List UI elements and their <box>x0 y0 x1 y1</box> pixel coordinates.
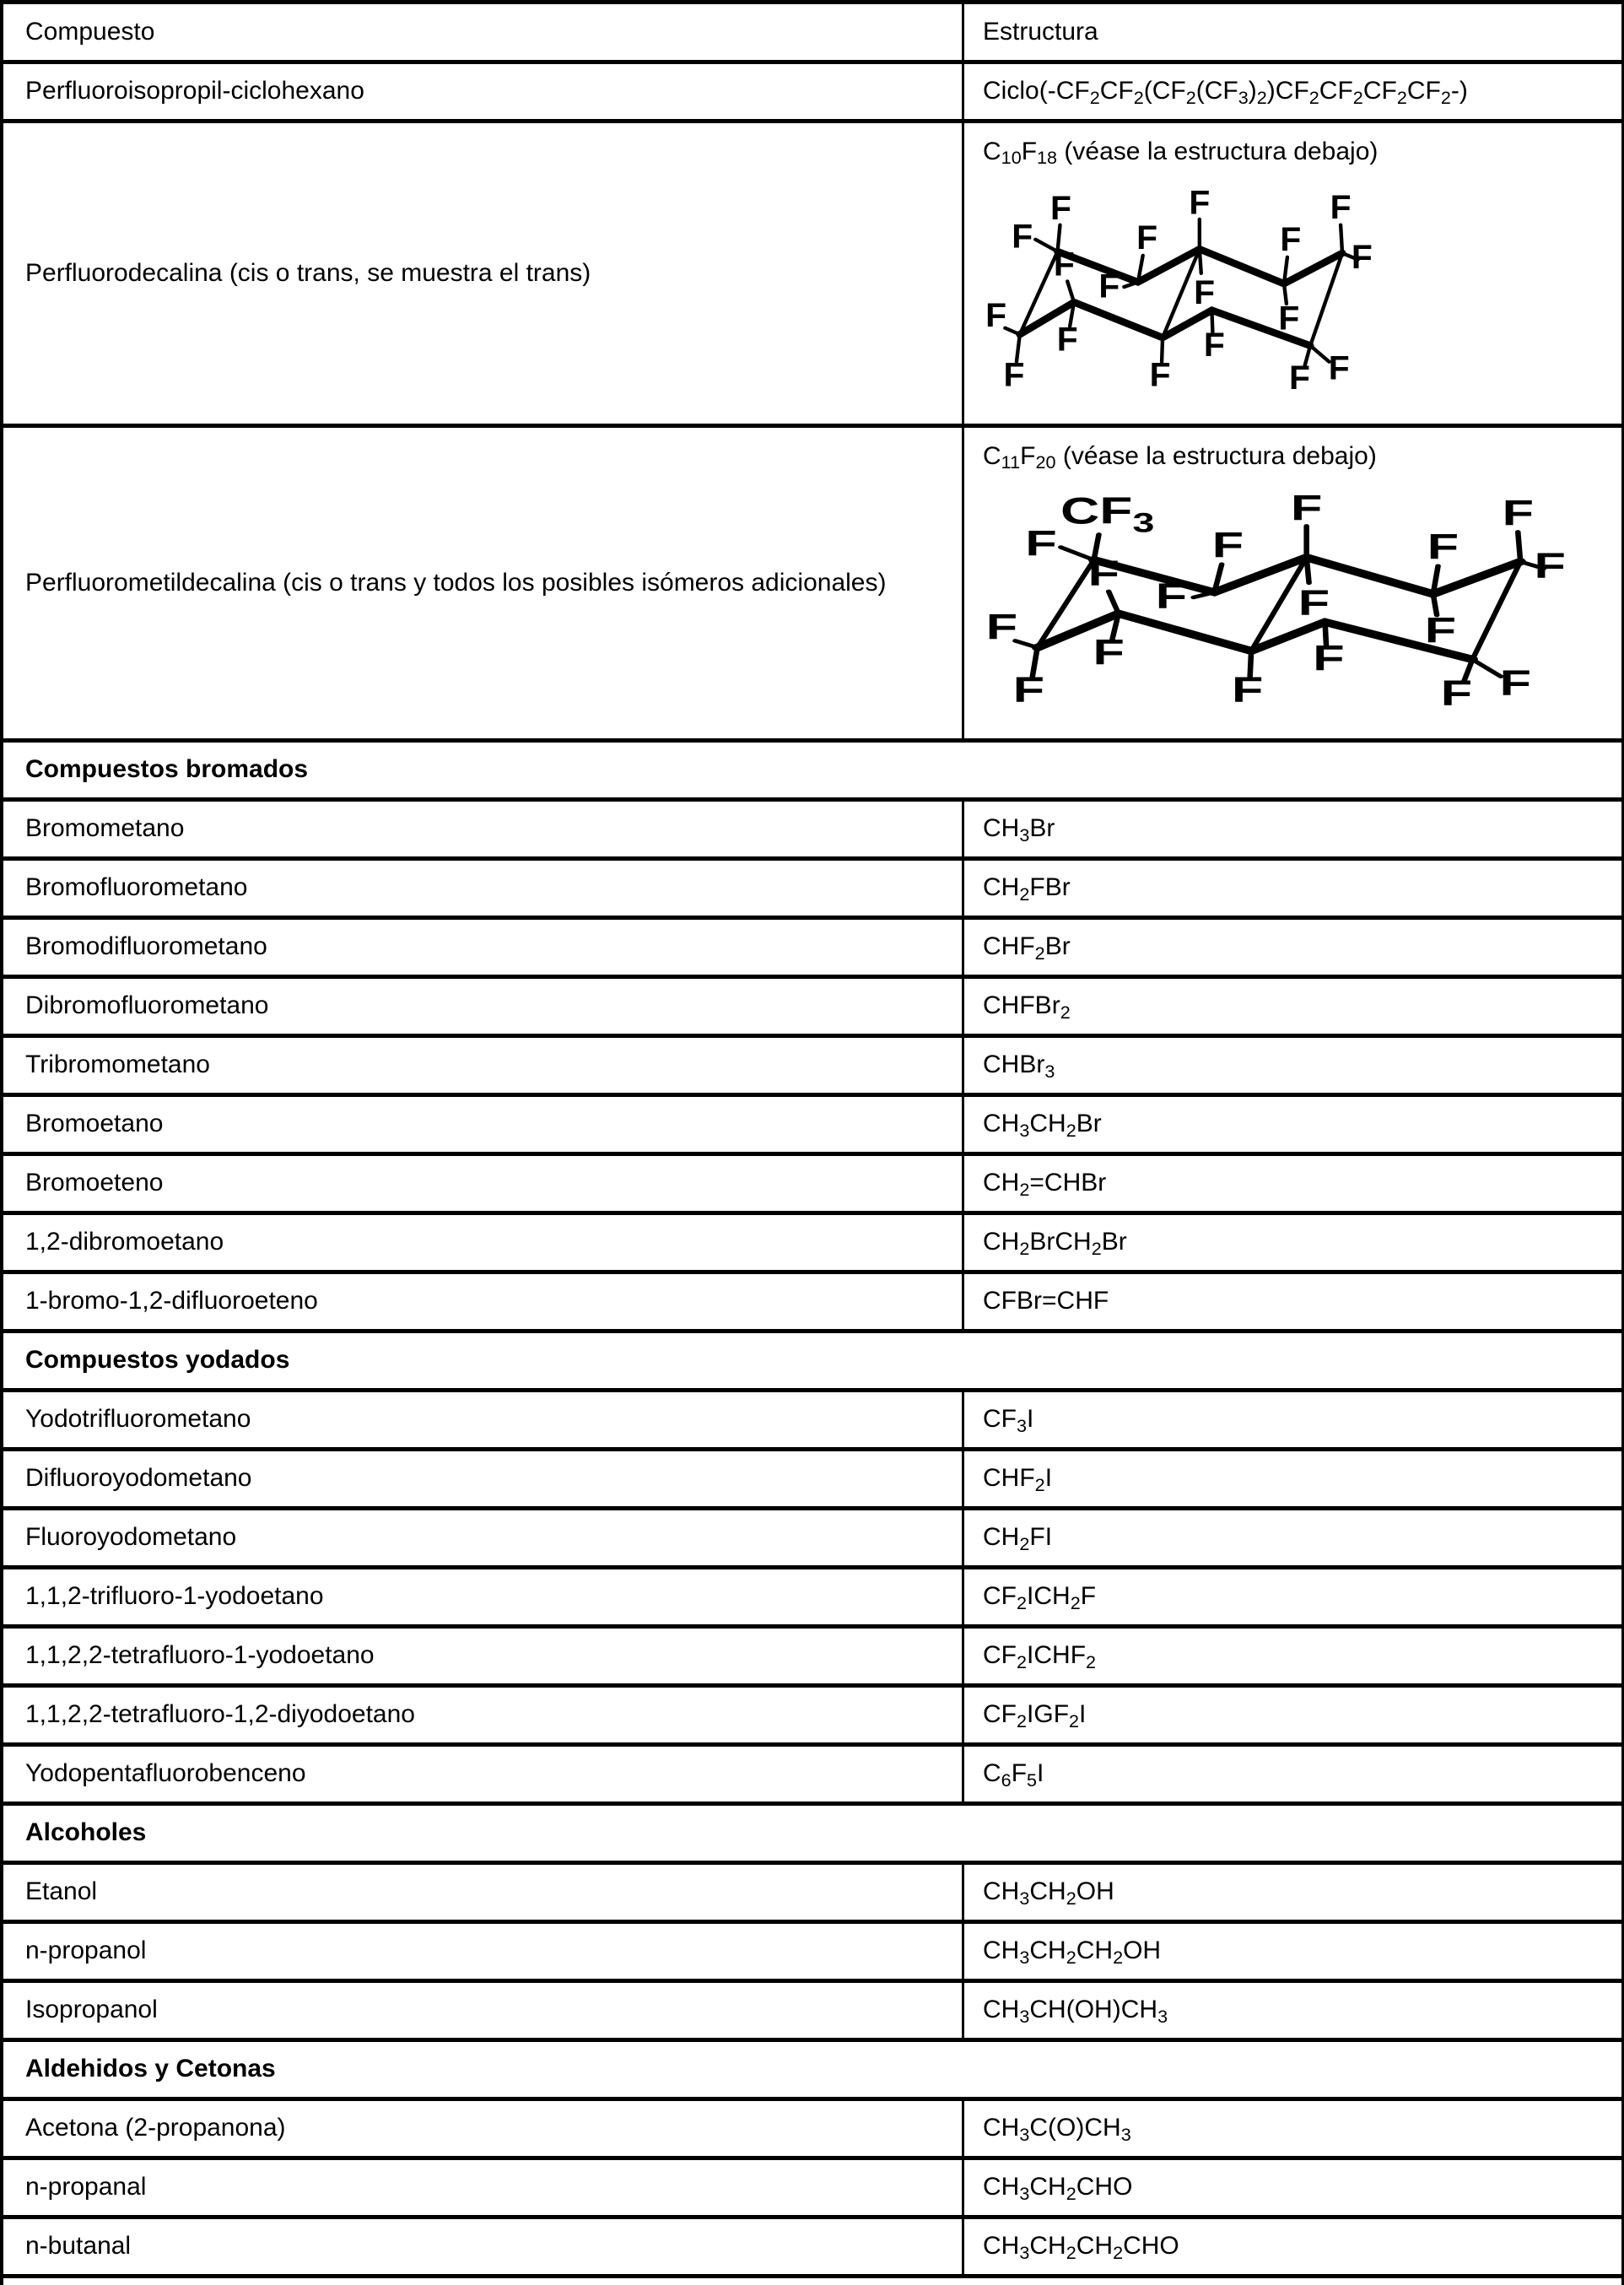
compound-formula: $CF_2IGF_2I$ <box>964 1688 1624 1747</box>
compound-formula: $CH_3CH_2OH$ <box>964 1865 1624 1924</box>
compound-formula: CHBr$_3$ <box>964 1038 1624 1097</box>
compound-formula: $CH_2BrCH_2Br$ <box>964 1215 1624 1274</box>
perfluorodecalin-structure-drawing <box>985 183 1374 392</box>
compound-row <box>3 1629 1624 1688</box>
compound-name: 1,2-dibromoetano <box>3 1215 964 1274</box>
compound-row <box>3 428 1624 743</box>
compound-row <box>3 1510 1624 1569</box>
compound-row <box>3 1924 1624 1983</box>
fluorine-atom-label: F <box>1003 354 1025 392</box>
fluorine-atom-label: F <box>1049 187 1071 227</box>
compound-name: Bromoeteno <box>3 1156 964 1215</box>
fluorine-atom-label: F <box>1328 348 1350 387</box>
fluorine-atom-label: F <box>1053 244 1075 284</box>
compound-name: Yodopentafluorobenceno <box>3 1747 964 1806</box>
compound-formula: $CH_3CH(OH)CH_3$ <box>964 1983 1624 2042</box>
fluorine-atom-label: F <box>1289 358 1310 392</box>
trifluoromethyl-group-label: $CF_3$ <box>1060 489 1155 538</box>
section-row <box>3 1806 1624 1865</box>
compound-row <box>3 1097 1624 1156</box>
compound-row <box>3 2101 1624 2160</box>
compound-row <box>3 64 1624 123</box>
fluorine-atom-label: F <box>1093 632 1125 673</box>
fluorine-atom-label: F <box>1330 186 1352 226</box>
compound-name: 1,1,2,2-tetrafluoro-1-yodoetano <box>3 1629 964 1688</box>
compound-formula: $CF_2ICHF_2$ <box>964 1629 1624 1688</box>
compound-row <box>3 979 1624 1038</box>
fluorine-atom-label: F <box>1087 553 1120 594</box>
fluorine-atom-label: F <box>1534 545 1566 586</box>
section-header-label: Compuestos yodados <box>3 1333 1624 1392</box>
compound-formula: $CH_3C(O)CH_3$ <box>964 2101 1624 2160</box>
compound-name: 1-bromo-1,2-difluoroeteno <box>3 1274 964 1333</box>
compound-formula: $CH_3CH_2CH_2OH$ <box>964 1924 1624 1983</box>
fluorine-atom-label: F <box>1012 669 1045 709</box>
fluorine-atom-label: F <box>1291 487 1323 528</box>
compound-row <box>3 1038 1624 1097</box>
compound-name: Isopropanol <box>3 1983 964 2042</box>
compound-row <box>3 1747 1624 1806</box>
compound-row <box>3 1569 1624 1629</box>
fluorine-atom-label: F <box>1499 662 1532 704</box>
compound-row <box>3 123 1624 428</box>
compound-formula: $CH_3CH_2Br$ <box>964 1097 1624 1156</box>
compound-row <box>3 1451 1624 1510</box>
fluorine-atom-label: F <box>1232 669 1264 709</box>
partial-next-row <box>0 2278 1624 2285</box>
compound-name: n-propanal <box>3 2160 964 2219</box>
compound-formula: $CH_3CH_2CHO$ <box>964 2160 1624 2219</box>
compound-row <box>3 802 1624 861</box>
compound-name: Bromoetano <box>3 1097 964 1156</box>
fluorine-atom-label: F <box>1351 236 1373 276</box>
perfluoromethyldecalin-structure-drawing <box>985 488 1568 709</box>
fluorine-atom-label: F <box>1194 272 1216 311</box>
fluorine-atom-label: F <box>1278 298 1300 338</box>
compound-name: Acetona (2-propanona) <box>3 2101 964 2160</box>
compound-formula: $CHF_2I$ <box>964 1451 1624 1510</box>
fluorine-atom-label: F <box>985 607 1018 647</box>
compound-name: Tribromometano <box>3 1038 964 1097</box>
compound-name: Bromometano <box>3 802 964 861</box>
compound-row <box>3 1688 1624 1747</box>
compound-formula: $CH_3CH_2CH_2CHO$ <box>964 2219 1624 2278</box>
compound-name: Perfluoroisopropil-ciclohexano <box>3 64 964 123</box>
compound-row <box>3 1215 1624 1274</box>
compound-name: 1,1,2-trifluoro-1-yodoetano <box>3 1569 964 1629</box>
header-row <box>3 4 1624 64</box>
fluorine-atom-label: F <box>1025 523 1057 564</box>
compound-name: n-butanal <box>3 2219 964 2278</box>
compound-table-body <box>3 4 1624 2278</box>
column-header-compound: Compuesto <box>3 4 964 64</box>
compound-row <box>3 2219 1624 2278</box>
compound-name: n-propanol <box>3 1924 964 1983</box>
compound-row <box>3 920 1624 979</box>
fluorine-atom-label: F <box>1136 218 1158 257</box>
fluorine-atom-label: F <box>1280 219 1302 258</box>
structure-formula: $C_{10}F_{18}$ (véase la estructura debajo) <box>983 138 1379 169</box>
compound-formula: $CF_3I$ <box>964 1392 1624 1451</box>
fluorine-atom-label: F <box>1098 266 1120 305</box>
compound-row <box>3 1392 1624 1451</box>
fluorine-atom-label: F <box>1211 525 1244 565</box>
structure-cell <box>964 428 1624 743</box>
compound-row <box>3 1156 1624 1215</box>
fluorine-atom-label: F <box>1502 493 1534 533</box>
fluorine-atom-label: F <box>1012 216 1033 255</box>
compound-row <box>3 1865 1624 1924</box>
fluorine-atom-label: F <box>1056 319 1078 358</box>
section-row <box>3 2042 1624 2101</box>
compound-name: Etanol <box>3 1865 964 1924</box>
compound-formula: CHFBr$_2$ <box>964 979 1624 1038</box>
compound-formula: $Ciclo(-CF_2CF_2(CF_2(CF_3)_2)CF_2CF_2CF_2CF_2-)$ <box>964 64 1624 123</box>
compound-formula: $CH_2=CHBr$ <box>964 1156 1624 1215</box>
structure-formula: $C_{11}F_{20}$ (véase la estructura debajo) <box>983 442 1377 473</box>
compound-name: Perfluorodecalina (cis o trans, se muestra el trans) <box>3 123 964 428</box>
compound-name: Yodotrifluorometano <box>3 1392 964 1451</box>
compound-row <box>3 1274 1624 1333</box>
compound-name: Dibromofluorometano <box>3 979 964 1038</box>
compound-row <box>3 1983 1624 2042</box>
section-row <box>3 1333 1624 1392</box>
section-header-label: Alcoholes <box>3 1806 1624 1865</box>
compound-formula: $CHF_2Br$ <box>964 920 1624 979</box>
compound-name: 1,1,2,2-tetrafluoro-1,2-diyodoetano <box>3 1688 964 1747</box>
compound-row <box>3 2160 1624 2219</box>
section-header-label: Compuestos bromados <box>3 743 1624 802</box>
compound-formula: $C_6F_5I$ <box>964 1747 1624 1806</box>
fluorine-atom-label: F <box>1424 610 1457 651</box>
compound-name: Bromodifluorometano <box>3 920 964 979</box>
column-header-structure: Estructura <box>964 4 1624 64</box>
fluorine-atom-label: F <box>1203 324 1225 364</box>
fluorine-atom-label: F <box>1155 575 1188 617</box>
compound-formula: $CH_2FI$ <box>964 1510 1624 1569</box>
compound-name: Bromofluorometano <box>3 861 964 920</box>
compound-name: Perfluorometildecalina (cis o trans y todos los posibles isómeros adicionales) <box>3 428 964 743</box>
fluorine-atom-label: F <box>1313 638 1345 678</box>
compound-formula: $CH_2FBr$ <box>964 861 1624 920</box>
fluorine-atom-label: F <box>1298 582 1330 624</box>
compound-formula: $CF_2ICH_2F$ <box>964 1569 1624 1629</box>
fluorine-atom-label: F <box>1149 354 1171 392</box>
compound-formula: $CH_3Br$ <box>964 802 1624 861</box>
compound-name: Fluoroyodometano <box>3 1510 964 1569</box>
fluorine-atom-label: F <box>985 294 1007 334</box>
section-header-label: Aldehidos y Cetonas <box>3 2042 1624 2101</box>
fluorine-atom-label: F <box>1440 673 1473 709</box>
compound-row <box>3 861 1624 920</box>
fluorine-atom-label: F <box>1427 527 1459 567</box>
fluorine-atom-label: F <box>1189 182 1211 221</box>
section-row <box>3 743 1624 802</box>
compound-formula: CFBr=CHF <box>964 1274 1624 1333</box>
structure-cell <box>964 123 1624 428</box>
compound-name: Difluoroyodometano <box>3 1451 964 1510</box>
